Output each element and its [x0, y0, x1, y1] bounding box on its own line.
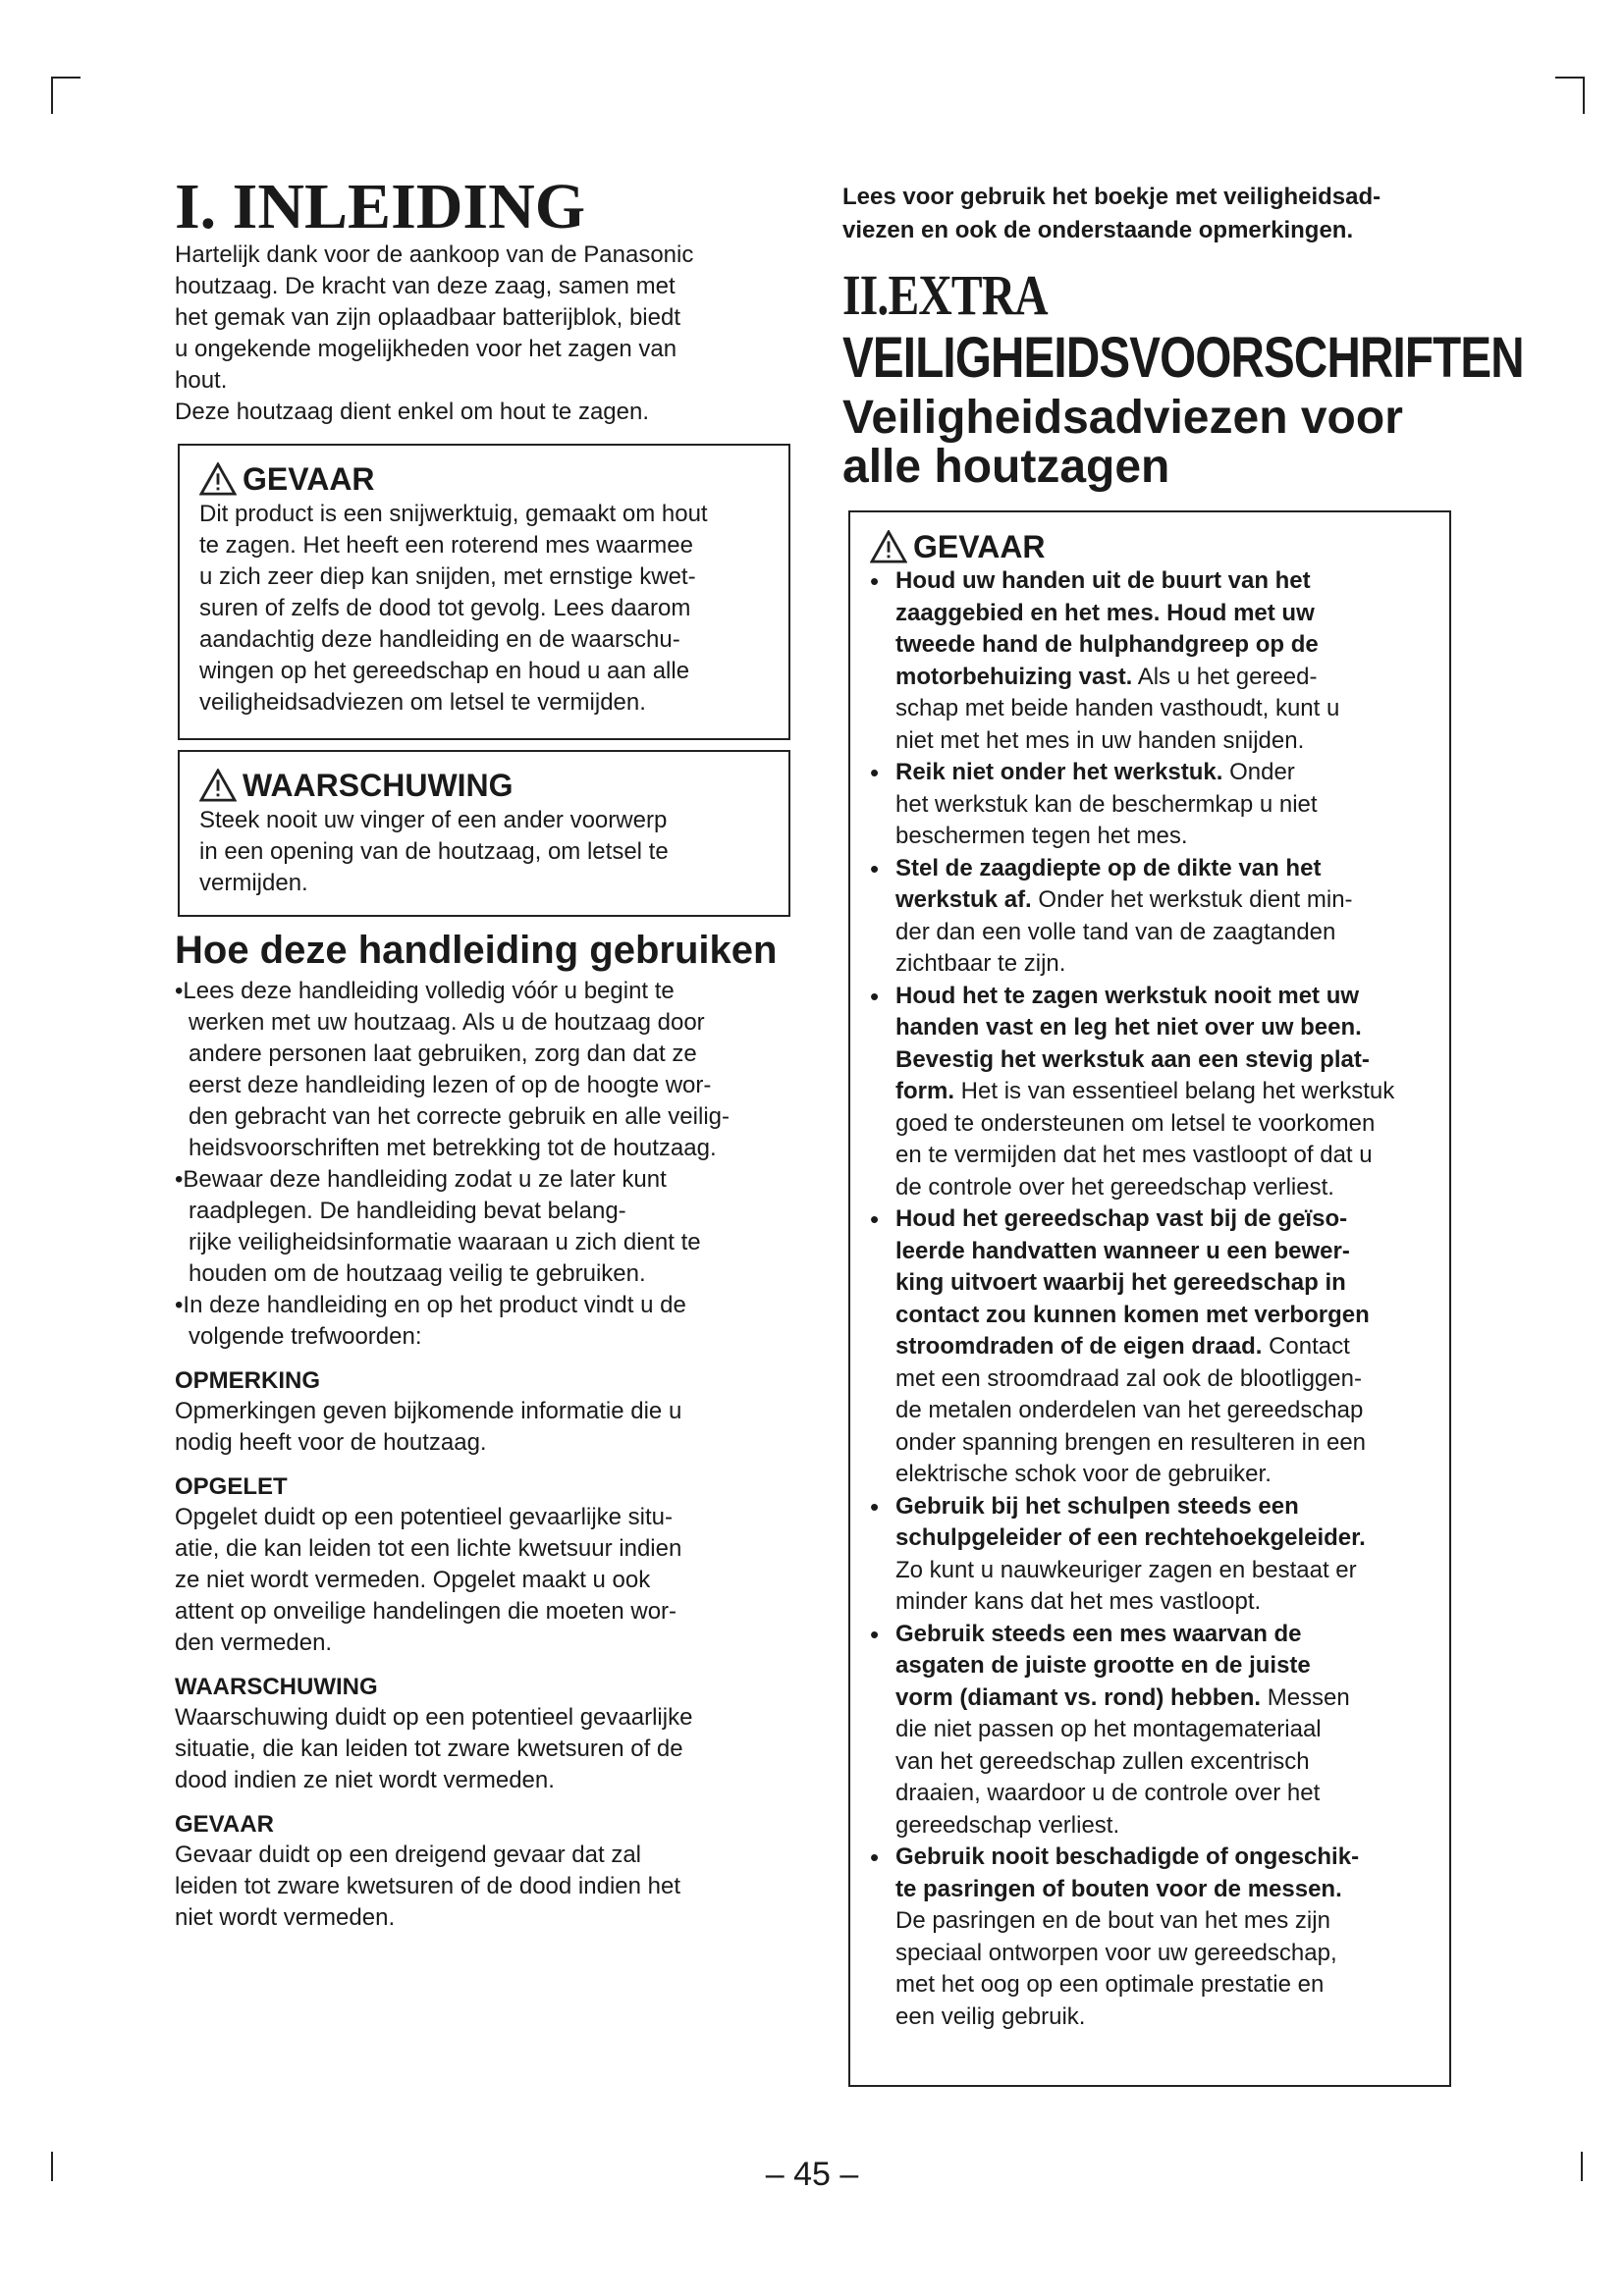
usage-bullet: •In deze handleiding en op het product vindt u de volgende trefwoorden: — [175, 1292, 686, 1350]
safety-item: • Gebruik bij het schulpen steeds een schulpgeleider of een rechtehoekgeleider. Zo kunt u nauwkeuriger zagen en bestaat er minder kans dat het mes vastloopt. — [870, 1491, 1449, 1619]
term-gevaar: GEVAAR Gevaar duidt op een dreigend gevaar dat zal leiden tot zware kwetsuren of de dood indien het niet wordt vermeden. — [175, 1811, 681, 1931]
term-opmerking: OPMERKING Opmerkingen geven bijkomende informatie die u nodig heeft voor de houtzaag. — [175, 1367, 682, 1456]
page-number: – 45 – — [765, 2156, 859, 2193]
subtitle-line-1: Veiligheidsadviezen voor — [842, 392, 1403, 444]
gevaar-box: GEVAAR Dit product is een snijwerktuig, gemaakt om hout te zagen. Het heeft een roterend mes waarmee u zich zeer diep kan snijden, met ernstige kwet- suren of zelfs de dood tot gevolg. Lees daarom aandachtig deze handleiding en de waarschu- wingen op het gereedschap en houd u aan alle veiligheidsadviezen om letsel te vermijden. — [178, 444, 790, 740]
usage-bullets — [175, 976, 803, 1934]
term-waarschuwing: WAARSCHUWING Waarschuwing duidt op een potentieel gevaarlijke situatie, die kan leiden tot zware kwetsuren of de dood indien ze niet wordt vermeden. — [175, 1674, 693, 1793]
safety-item: • Houd uw handen uit de buurt van het zaaggebied en het mes. Houd met uw tweede hand de hulphandgreep op de motorbehuizing vast. Als u het gereed- schap met beide handen vasthoudt, kunt u niet met het mes in uw handen snijden. — [870, 565, 1449, 757]
safety-item: • Stel de zaagdiepte op de dikte van het werkstuk af. Onder het werkstuk dient min- der dan een volle tand van de zaagtanden zichtbaar te zijn. — [870, 853, 1449, 981]
safety-list — [870, 565, 1449, 2033]
waarschuwing-box: WAARSCHUWING Steek nooit uw vinger of een ander voorwerp in een opening van de houtzaag, om letsel te vermijden. — [178, 750, 790, 917]
crop-mark-top-left — [51, 77, 81, 114]
section-title-veiligheidsvoorschriften: VEILIGHEIDSVOORSCHRIFTEN — [842, 326, 1524, 390]
usage-bullet: •Bewaar deze handleiding zodat u ze later kunt raadplegen. De handleiding bevat belang- rijke veiligheidsinformatie waaraan u zich dient te houden om de houtzaag veilig te gebruiken. — [175, 1166, 701, 1287]
usage-heading: Hoe deze handleiding gebruiken — [175, 929, 778, 972]
lead-note: Lees voor gebruik het boekje met veiligheidsad- viezen en ook de onderstaande opmerkingen. — [842, 184, 1381, 243]
section-title-inleiding: I. INLEIDING — [175, 171, 586, 242]
safety-item: • Houd het te zagen werkstuk nooit met uw handen vast en leg het niet over uw been. Bevestig het werkstuk aan een stevig plat- form. Het is van essentieel belang het werkstuk goed te ondersteunen om letsel te voorkomen en te vermijden dat het mes vastloopt of dat u de controle over het gereedschap verliest. — [870, 981, 1449, 1204]
gevaar-heading: GEVAAR — [199, 459, 788, 499]
safety-gevaar-heading: GEVAAR — [870, 528, 1449, 565]
warning-triangle-icon — [870, 530, 907, 563]
crop-mark-top-right — [1555, 77, 1585, 114]
section-title-extra: II.EXTRA — [842, 263, 1048, 327]
warning-triangle-icon — [199, 769, 237, 802]
subtitle-line-2: alle houtzagen — [842, 441, 1170, 493]
warning-triangle-icon — [199, 462, 237, 496]
safety-item: • Gebruik steeds een mes waarvan de asgaten de juiste grootte en de juiste vorm (diamant vs. rond) hebben. Messen die niet passen op het montagemateriaal van het gereedschap zullen excentrisch draaien, waardoor u de controle over het gereedschap verliest. — [870, 1619, 1449, 1842]
waarschuwing-heading: WAARSCHUWING — [199, 766, 788, 805]
usage-bullet: •Lees deze handleiding volledig vóór u begint te werken met uw houtzaag. Als u de houtzaag door andere personen laat gebruiken, zorg dan dat ze eerst deze handleiding lezen of op de hoogte wor- den gebracht van het correcte gebruik en alle veilig- heidsvoorschriften met betrekking tot de houtzaag. — [175, 978, 730, 1161]
intro-paragraph: Hartelijk dank voor de aankoop van de Panasonic houtzaag. De kracht van deze zaag, samen met het gemak van zijn oplaadbaar batterijblok, biedt u ongekende mogelijkheden voor het zagen van hout. Deze houtzaag dient enkel om hout te zagen. — [175, 241, 694, 425]
safety-gevaar-box — [848, 510, 1451, 2087]
safety-item: • Houd het gereedschap vast bij de geïso- leerde handvatten wanneer u een bewer- king uitvoert waarbij het gereedschap in contact zou kunnen komen met verborgen stroomdraden of de eigen draad. Contact met een stroomdraad zal ook de blootliggen- de metalen onderdelen van het gereedschap onder spanning brengen en resulteren in een elektrische schok voor de gebruiker. — [870, 1203, 1449, 1491]
term-opgelet: OPGELET Opgelet duidt op een potentieel gevaarlijke situ- atie, die kan leiden tot een lichte kwetsuur indien ze niet wordt vermeden. Opgelet maakt u ook attent op onveilige handelingen die moeten wor- den vermeden. — [175, 1473, 682, 1656]
safety-item: • Reik niet onder het werkstuk. Onder het werkstuk kan de beschermkap u niet beschermen tegen het mes. — [870, 757, 1449, 853]
safety-item: • Gebruik nooit beschadigde of ongeschik- te pasringen of bouten voor de messen. De pasringen en de bout van het mes zijn speciaal ontworpen voor uw gereedschap, met het oog op een optimale prestatie en een veilig gebruik. — [870, 1842, 1449, 2033]
